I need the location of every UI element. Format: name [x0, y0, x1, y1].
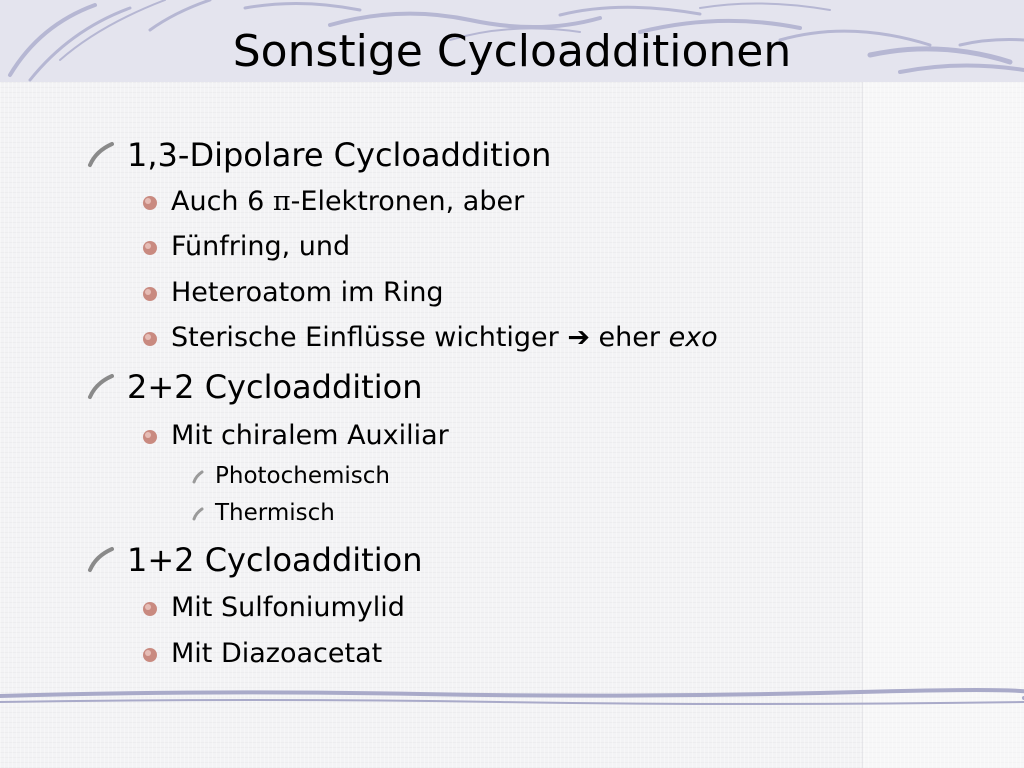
small-stroke-bullet-icon [191, 470, 205, 484]
sub-bullet-item: Auch 6 π-Elektronen, aber [171, 186, 525, 217]
sub-bullet-item: Mit Diazoacetat [171, 638, 383, 669]
sub-bullet-item: Sterische Einflüsse wichtiger ➔ eher exo [171, 322, 718, 353]
sub-bullet-item: Fünfring, und [171, 231, 351, 262]
quill-stroke-bullet-icon [86, 546, 114, 574]
round-dot-bullet-icon [141, 600, 159, 618]
round-dot-bullet-icon [141, 194, 159, 212]
small-stroke-bullet-icon [191, 507, 205, 521]
round-dot-bullet-icon [141, 239, 159, 257]
bullet-item: 1+2 Cycloaddition [127, 541, 423, 579]
bullet-item: 1,3-Dipolare Cycloaddition [127, 136, 552, 174]
sub-sub-bullet-item: Photochemisch [215, 463, 390, 489]
sub-bullet-item: Heteroatom im Ring [171, 277, 444, 308]
bullet-item: 2+2 Cycloaddition [127, 368, 423, 406]
round-dot-bullet-icon [141, 330, 159, 348]
sub-bullet-item: Mit Sulfoniumylid [171, 592, 405, 623]
sub-sub-bullet-item: Thermisch [215, 500, 335, 526]
slide-title: Sonstige Cycloadditionen [232, 26, 792, 77]
round-dot-bullet-icon [141, 285, 159, 303]
sub-bullet-item: Mit chiralem Auxiliar [171, 420, 449, 451]
quill-stroke-bullet-icon [86, 141, 114, 169]
arrow-right-icon: ➔ [567, 322, 590, 353]
round-dot-bullet-icon [141, 646, 159, 664]
round-dot-bullet-icon [141, 428, 159, 446]
pi-symbol: π [272, 186, 291, 217]
wave-decoration-bottom [0, 680, 1024, 720]
quill-stroke-bullet-icon [86, 373, 114, 401]
